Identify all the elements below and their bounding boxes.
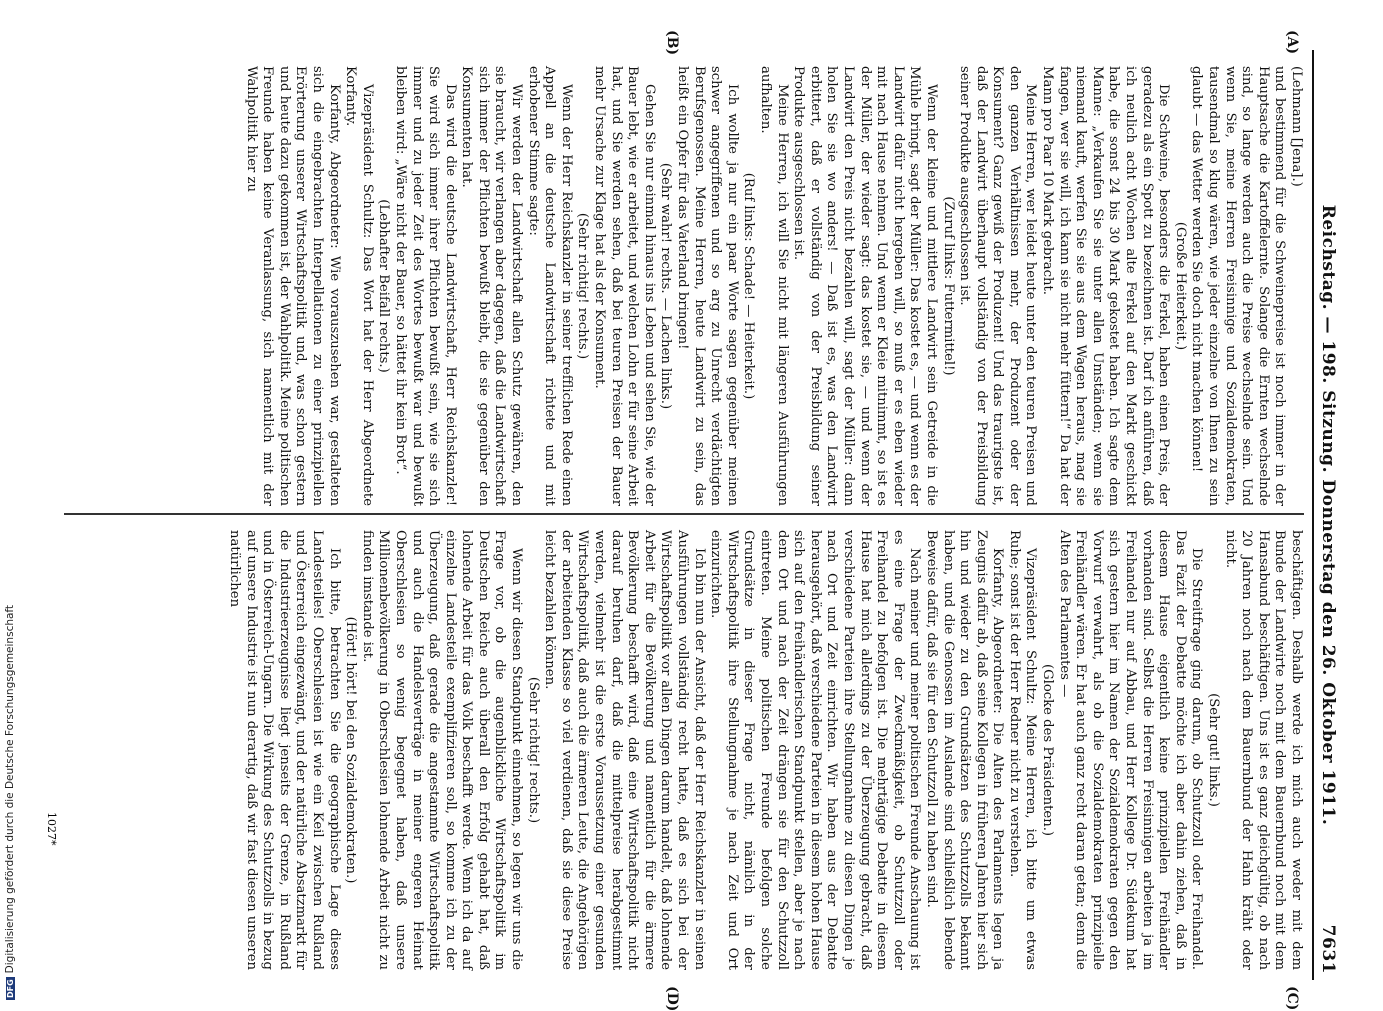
paragraph: (Lehmann [Jena].) (1289, 66, 1304, 187)
paragraph: Vizepräsident Schultz: Das Wort hat der Herr Abgeordnete Korfanty. (343, 66, 375, 506)
paragraph: Nach meiner und meiner politischen Freunde Anschauung ist es eine Frage der Zweckmäßigkeit, ob Schutzzoll oder Freihandel zu befolgen ist. Die mehrtägige Debatte in diesem Hause hat mich allerdings zu der Überzeugung gebracht, daß verschiedene Parteien ihre Stellungnahme zu diesen Dingen je nach Ort und Zeit einrichten. Wir haben aus der Debatte herausgehört, daß verschiedene Parteien in diesem hohen Hause sich auf den freihändlerischen Standpunkt stellen, aber je nach dem Ort und nach der Zeit drängen sie für den Schutzzoll eintreten. Meine politischen Freunde befolgen solche Grundsätze in dieser Frage nicht, nämlich in der Wirtschaftspolitik ihre Stellungnahme je nach Zeit und Ort einzurichten. (708, 530, 923, 970)
stage-direction: (Zuruf links: Futtermittel!) (940, 196, 956, 376)
paragraph: Wenn der kleine und mittlere Landwirt sein Getreide in die Mühle bringt, sagt der Müller: Das kostet es, — und wenn es der Landwirt dafür nicht hergeben will, so muß er es eben wieder mit nach Hause nehmen. Und wenn er Kleie mitnimmt, so ist es der Müller, der wieder sagt: das kostet sie, — und wenn der Landwirt den Preis nicht bezahlen will, sagt der Müller: dann holen Sie sie wo anders! — Daß ist es, was den Landwirt erbittert, daß er vollständig von der Preisbildung seiner Produkte ausgeschlossen ist. (791, 66, 939, 506)
paragraph: Das wird die deutsche Landwirtschaft, Herr Reichskanzler! Sie wird sich immer ihrer Pflichten bewußt sein, wie sie sich immer und zu jeder Zeit des Wortes bewußt war und bewußt bleiben wird: „Wäre nicht der Bauer, so hättet ihr kein Brot“. (392, 66, 458, 506)
paragraph: Gehen Sie nur einmal hinaus ins Leben und sehen Sie, wie der Bauer lebt, wie er arbeitet, und welchen Lohn er für seine Arbeit hat, und Sie werden sehen, daß bei teuren Preisen der Bauer mehr Ursache zur Klage hat als der Konsument. (592, 66, 657, 506)
stage-direction: (Lebhafter Beifall rechts.) (376, 199, 392, 373)
column-divider (64, 513, 1304, 515)
paragraph: Wenn wir diesen Standpunkt einnehmen, so legen wir uns die Frage vor, ob die augenblickliche Wirtschaftspolitik im Deutschen Reiche auch überall den Erfolg gehabt hat, daß lohnende Arbeit für das Volk beschafft werde. Wenn ich da auf einzelne Landesteile exemplifizieren soll, so komme ich zu der Überzeugung, daß gerade die angestammte Wirtschaftspolitik und auch die Handelsverträge in meiner engeren Heimat Oberschlesien so wenig begegnet haben, daß unsere Millionenbevölkerung in Oberschlesien lohnende Arbeit nicht zu finden imstande ist. (359, 530, 525, 970)
right-text-column (225, 530, 1304, 970)
page-header (1312, 50, 1340, 980)
stage-direction: (Hört! hört! bei den Sozialdemokraten.) (343, 616, 359, 884)
margin-letter-d: (D) (664, 986, 680, 1011)
paragraph: Meine Herren, wer leidet heute unter den teuren Preisen und den ganzen Verhältnissen mehr, der Produzent oder der Konsument? Ganz gewiß der Produzent! Und das traurigste ist, daß der Landwirt überhaupt vollständig von der Preisbildung seiner Produkte ausgeschlossen ist. (957, 66, 1039, 506)
stage-direction: (Sehr richtig! rechts.) (575, 212, 591, 360)
stage-direction: (Sehr gut! links.) (1206, 693, 1222, 807)
paragraph: Die Streitfrage ging darum, ob Schutzzoll oder Freihandel. Das Fazit der Debatte möchte ich aber dahin ziehen, daß in diesem Hause eigentlich keine prinzipiellen Freihändler vorhanden sind. Selbst die Herren Freisinnigen arbeiten ja im Freihandel nur auf Abbau, und Herr Kollege Dr. Südekum hat sich gestern hier im Namen der Sozialdemokraten gegen den Vorwurf verwahrt, als ob die Sozialdemokraten prinzipielle Freihändler wären. Er hat auch ganz recht daran getan; denn die Alten des Parlamentes — (1056, 530, 1205, 970)
left-text-column (242, 66, 1304, 506)
folio-number: 1027* (45, 812, 58, 846)
stage-direction: (Glocke des Präsidenten.) (1040, 663, 1056, 837)
margin-letter-c: (C) (1284, 986, 1300, 1011)
paragraph: Wenn der Herr Reichskanzler in seiner trefflichen Rede einen Appell an die deutsche Landwirtschaft richtete und mit erhobener Stimme sagte: (525, 66, 574, 506)
paragraph: Meine Herren, ich will Sie nicht mit längeren Ausführungen aufhalten. (758, 66, 790, 506)
paragraph: Ich wollte ja nur ein paar Worte sagen gegenüber meinen schwer angegriffenen und so arg zu Unrecht verdächtigten Berufsgenossen. Meine Herren, heute Landwirt zu sein, das heißt ein Opfer für das Vaterland bringen! (675, 66, 740, 506)
stage-direction: (Große Heiterkeit.) (1172, 221, 1188, 351)
paragraph: Die Schweine, besonders die Ferkel, haben einen Preis, der geradezu als ein Spott zu bezeichnen ist. Darf ich anführen, daß ich neulich acht Wochen alte Ferkel auf den Markt geschickt habe, die sonst 24 bis 30 Mark gekostet haben. Ich sagte dem Manne: „Verkaufen Sie sie unter allen Umständen; wenn sie niemand kauft, werfen Sie sie aus dem Wagen heraus, mag sie fangen, wer sie will, ich kann sie nicht mehr füttern!“ Da hat der Mann pro Paar 10 Mark gebracht. (1040, 66, 1172, 506)
digitization-credit (4, 10, 18, 1000)
dfg-logo: DFG (5, 979, 15, 998)
paragraph: Wir werden der Landwirtschaft allen Schutz gewähren, den sie braucht, wir verlangen aber dagegen, daß die Landwirtschaft sich immer der Pflichten bewußt bleibt, die sie gegenüber den Konsumenten hat. (459, 66, 525, 506)
paragraph: Korfanty, Abgeordneter: Die Alten des Parlaments legen ja Zeugnis dafür ab, daß seine Kollegen in früheren Jahren hier sich hin und wieder zu den Grundsätzen des Schutzzolls bekannt haben, und die Genossen im Auslande sind schließlich lebende Beweise dafür, daß sie für den Schutzzoll zu haben sind. (923, 530, 1006, 970)
rotated-page (50, 30, 1340, 1011)
page-header-title: Reichstag. — 198. Sitzung. Donnerstag den 26. Oktober 1911. (1318, 204, 1338, 826)
paragraph: beschäftigen. Deshalb werde ich mich auch weder mit dem Bunde der Landwirte noch mit dem Bauernbund noch mit dem Hansabund beschäftigen. Uns ist es ganz gleichgültig, ob nach 20 Jahren noch nach dem Bauernbund der Hahn kräht oder nicht. (1222, 530, 1304, 970)
paragraph: Vizepräsident Schultz: Meine Herren, ich bitte um etwas Ruhe; sonst ist der Herr Redner nicht zu verstehen. (1006, 530, 1039, 970)
stage-direction: (Sehr richtig! rechts.) (525, 676, 541, 824)
paragraph: und bestimmend für die Schweinepreise ist noch immer in der Hauptsache die Kartoffelernte. Solange die Ernten wechselnde sind, so lange werden auch die Preise wechselnde sein. Und wenn Sie, meine Herren Freisinnige und Sozialdemokraten, tausendmal so klug wären, wie jeder einzelne von Ihnen zu sein glaubt — das Wetter werden Sie doch nicht machen können! (1189, 66, 1288, 506)
credit-text: Digitalisierung gefördert durch die Deutsche Forschungsgemeinschaft (4, 604, 16, 974)
page-number: 7631 (1318, 924, 1338, 974)
paragraph: Korfanty, Abgeordneter: Wie vorauszusehen war, gestalteten sich die eingebrachten Interpellationen zu einer prinzipiellen Erörterung unserer Wirtschaftspolitik und, was schon gestern und heute dazu gekommen ist, der Wahlpolitik. Meine politischen Freunde haben keine Veranlassung, sich namentlich mit der Wahlpolitik hier zu (243, 66, 342, 506)
margin-letter-a: (A) (1284, 30, 1300, 55)
stage-direction: (Sehr wahr! rechts. — Lachen links.) (658, 162, 674, 410)
paragraph: Ich bitte, betrachten Sie die geographische Lage dieses Landesteiles! Oberschlesien ist wie ein Keil zwischen Rußland und Österreich eingezwängt, und der natürliche Absatzmarkt für die Industrieerzeugnisse liegt jenseits der Grenze, in Rußland und in Österreich-Ungarn. Die Wirkung des Schutzzolls in bezug auf unsere Industrie ist nun derartig, daß wir fast diesen unseren natürlichen (227, 530, 342, 970)
paragraph: Ich bin nun der Ansicht, daß der Herr Reichskanzler in seinen Ausführungen vollständig recht hatte, daß es sich bei der Wirtschaftspolitik vor allen Dingen darum handelt, daß lohnende Arbeit für die Bevölkerung und namentlich für die ärmere Bevölkerung beschafft wird, daß eine Wirtschaftspolitik nicht darauf beruhen darf, daß die mittelpreise herabgestimmt werden, vielmehr ist die erste Voraussetzung einer gesunden Wirtschaftspolitik, daß auch die ärmeren Leute, die Angehörigen der arbeitenden Klasse so viel verdienen, daß sie diese Preise leicht bezahlen können. (542, 530, 707, 970)
margin-letter-b: (B) (664, 30, 680, 56)
stage-direction: (Ruf links: Schade! — Heiterkeit.) (741, 172, 757, 400)
